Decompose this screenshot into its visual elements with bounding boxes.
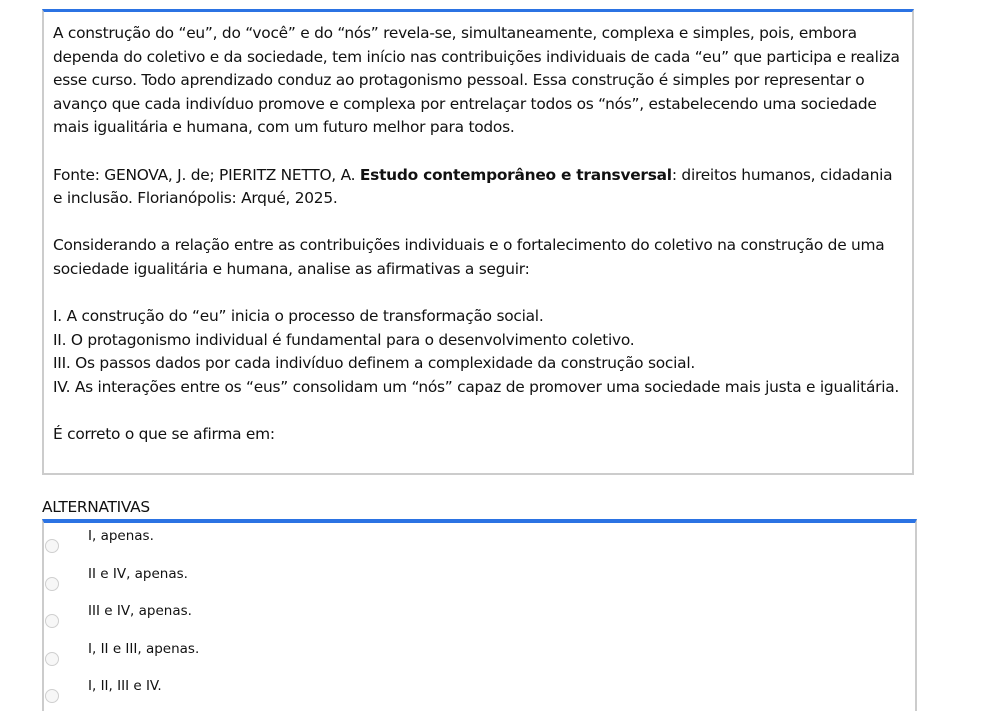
alternative-label[interactable]: I, apenas. — [88, 528, 154, 544]
alternative-option-4[interactable] — [44, 641, 915, 671]
alternative-option-5[interactable] — [44, 678, 915, 708]
question-paragraph: A construção do “eu”, do “você” e do “nós” revela-se, simultaneamente, complexa e simples, pois, embora dependa do coletivo e da sociedade, tem início nas contribuições individuais de cada “eu” que participa e realiza esse curso. Todo aprendizado conduz ao protagonismo pessoal. Essa construção é simples por representar o avanço que cada indivíduo promove e complexa por entrelaçar todos os “nós”, estabelecendo uma sociedade mais igualitária e humana, com um futuro melhor para todos. — [53, 24, 900, 137]
alternative-label[interactable]: I, II, III e IV. — [88, 678, 162, 694]
question-source — [53, 164, 902, 211]
alternative-option-3[interactable] — [44, 603, 915, 633]
statement-1: I. A construção do “eu” inicia o processo de transformação social. — [53, 307, 544, 326]
alternative-label[interactable]: II e IV, apenas. — [88, 566, 188, 582]
radio-button-icon[interactable] — [45, 539, 59, 553]
source-prefix: Fonte: GENOVA, J. de; PIERITZ NETTO, A. — [53, 165, 360, 184]
alternatives-header: ALTERNATIVAS — [42, 498, 150, 516]
statement-3: III. Os passos dados por cada indivíduo definem a complexidade da construção social. — [53, 354, 695, 373]
alternative-label[interactable]: I, II e III, apenas. — [88, 641, 200, 657]
alternatives-box — [42, 519, 917, 711]
radio-button-icon[interactable] — [45, 652, 59, 666]
alternative-label[interactable]: III e IV, apenas. — [88, 603, 192, 619]
radio-button-icon[interactable] — [45, 614, 59, 628]
alternative-option-2[interactable] — [44, 566, 915, 596]
question-prompt: Considerando a relação entre as contribuições individuais e o fortalecimento do coletivo na construção de uma sociedade igualitária e humana, analise as afirmativas a seguir: — [53, 236, 885, 278]
question-closing: É correto o que se afirma em: — [53, 425, 275, 444]
radio-button-icon[interactable] — [45, 577, 59, 591]
alternative-option-1[interactable] — [44, 528, 915, 558]
statements-list — [53, 305, 902, 399]
statement-2: II. O protagonismo individual é fundamental para o desenvolvimento coletivo. — [53, 330, 635, 349]
source-suffix: : direitos humanos, cidadania e inclusão. Florianópolis: Arqué, 2025. — [53, 165, 893, 208]
source-title: Estudo contemporâneo e transversal — [359, 165, 672, 184]
question-box — [42, 9, 914, 475]
radio-button-icon[interactable] — [45, 689, 59, 703]
statement-4: IV. As interações entre os “eus” consolidam um “nós” capaz de promover uma sociedade mais justa e igualitária. — [53, 377, 900, 396]
